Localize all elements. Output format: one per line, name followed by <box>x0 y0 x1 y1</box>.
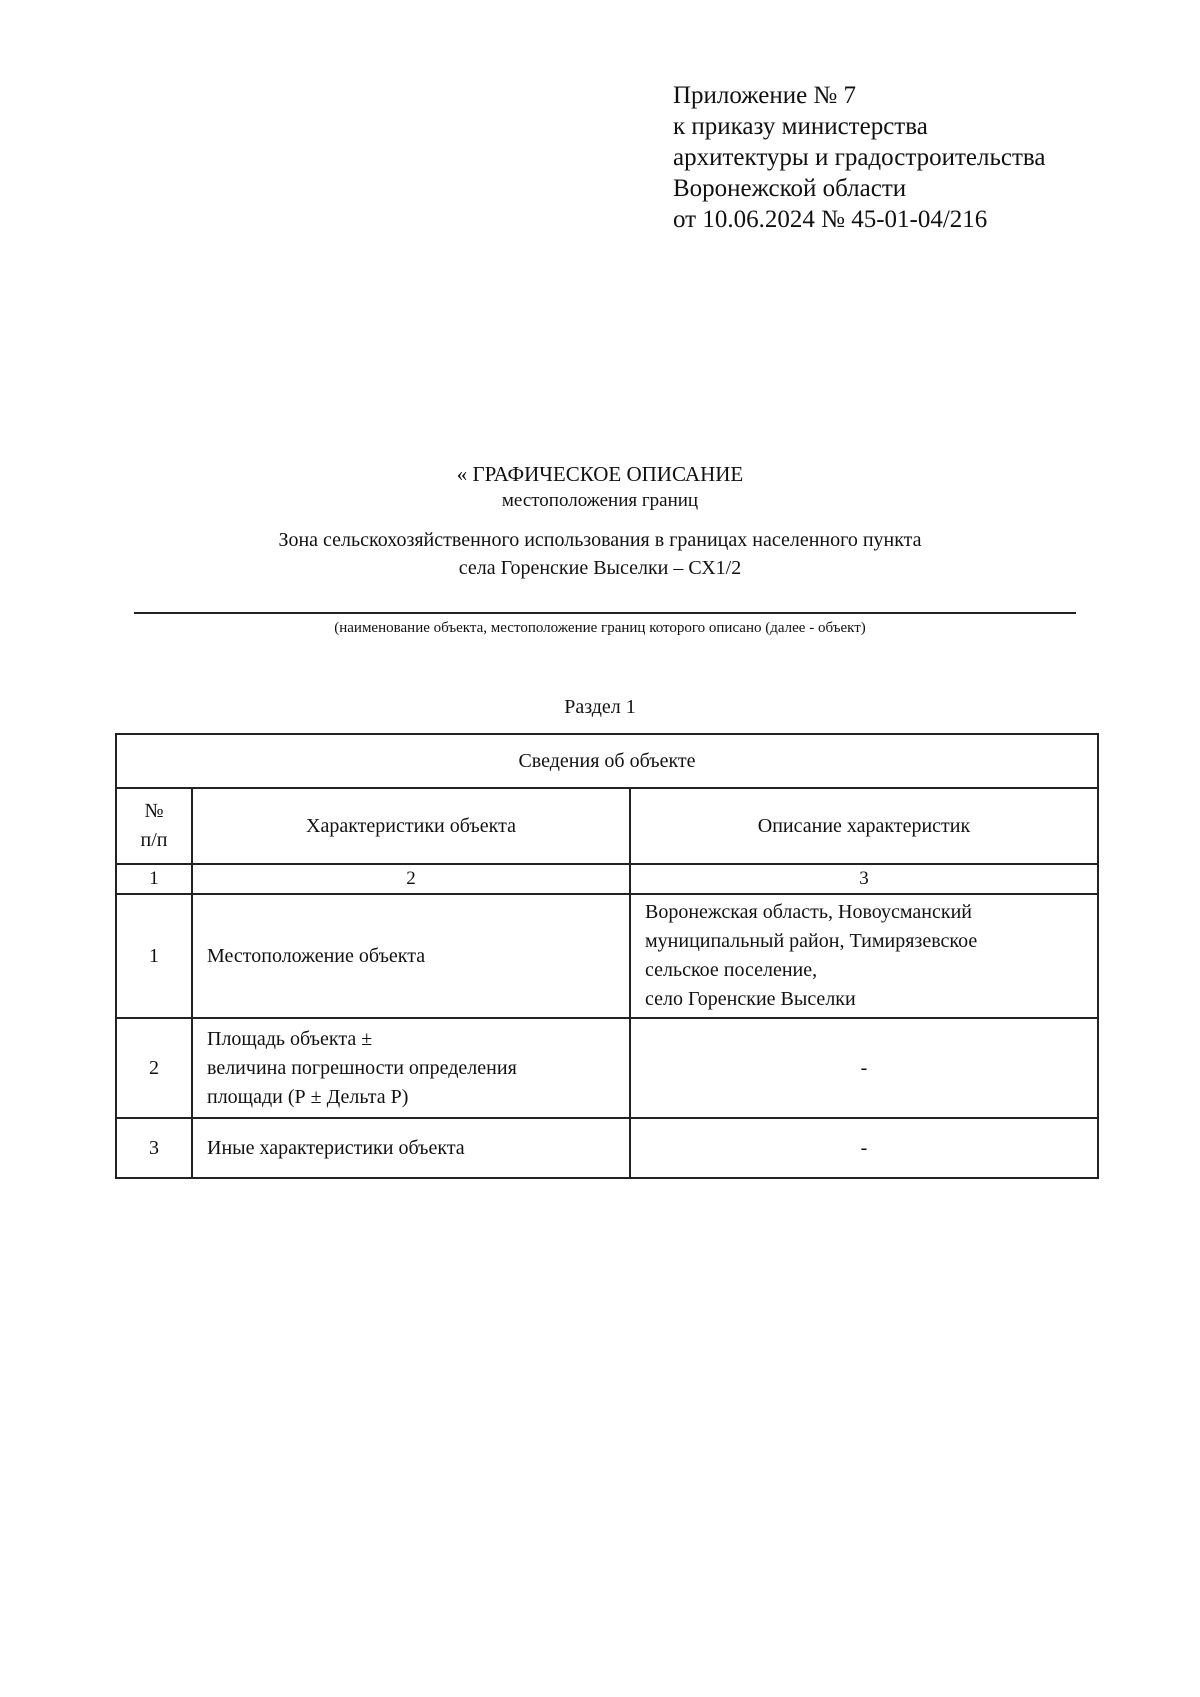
row-characteristic: Местоположение объекта <box>192 894 630 1018</box>
object-name-line: села Горенские Выселки – СХ1/2 <box>458 557 742 579</box>
index-cell: 1 <box>116 864 192 894</box>
object-name-line: Зона сельскохозяйственного использования в границах населенного пункта <box>278 529 922 551</box>
row-characteristic-line: величина погрешности определения <box>207 1056 517 1079</box>
rule-caption: (наименование объекта, местоположение границ которого описано (далее - объект) <box>334 620 866 636</box>
table-row <box>116 1018 1098 1118</box>
annex-line: архитектуры и градостроительства <box>673 144 1046 171</box>
section-label: Раздел 1 <box>564 696 636 718</box>
column-header-number-line: п/п <box>140 829 168 851</box>
annex-line: Воронежской области <box>673 175 907 202</box>
annex-line: к приказу министерства <box>673 113 928 140</box>
table-row <box>116 1118 1098 1178</box>
row-description-line: село Горенские Выселки <box>645 988 856 1010</box>
index-cell: 3 <box>630 864 1098 894</box>
row-number: 2 <box>116 1018 192 1118</box>
row-description: - <box>630 1118 1098 1178</box>
column-header-number <box>116 788 192 864</box>
column-header-characteristics: Характеристики объекта <box>192 788 630 864</box>
table-row <box>116 894 1098 1018</box>
document-title-block <box>120 460 1080 582</box>
annex-line: Приложение № 7 <box>673 82 857 109</box>
table-caption: Сведения об объекте <box>116 734 1098 788</box>
document-subtitle: местоположения границ <box>501 490 699 511</box>
underline-rule <box>134 612 1076 614</box>
annex-reference <box>673 80 1045 235</box>
object-info-table <box>115 733 1099 1179</box>
column-header-description: Описание характеристик <box>630 788 1098 864</box>
row-characteristic: Иные характеристики объекта <box>192 1118 630 1178</box>
row-characteristic-line: Площадь объекта ± <box>207 1027 373 1050</box>
row-characteristic-line: площади (Р ± Дельта Р) <box>207 1085 409 1108</box>
row-description-line: сельское поселение, <box>645 959 818 981</box>
column-header-number-line: № <box>144 800 164 822</box>
row-description: - <box>630 1018 1098 1118</box>
row-number: 3 <box>116 1118 192 1178</box>
document-title: « ГРАФИЧЕСКОЕ ОПИСАНИЕ <box>456 462 744 486</box>
object-name <box>120 526 1080 582</box>
row-characteristic <box>192 1018 630 1118</box>
table-header-row <box>116 788 1098 864</box>
row-description <box>630 894 1098 1018</box>
row-description-line: Воронежская область, Новоусманский <box>645 901 972 923</box>
row-description-line: муниципальный район, Тимирязевское <box>645 930 978 952</box>
index-cell: 2 <box>192 864 630 894</box>
annex-line: от 10.06.2024 № 45-01-04/216 <box>673 206 988 233</box>
row-number: 1 <box>116 894 192 1018</box>
table-index-row <box>116 864 1098 894</box>
